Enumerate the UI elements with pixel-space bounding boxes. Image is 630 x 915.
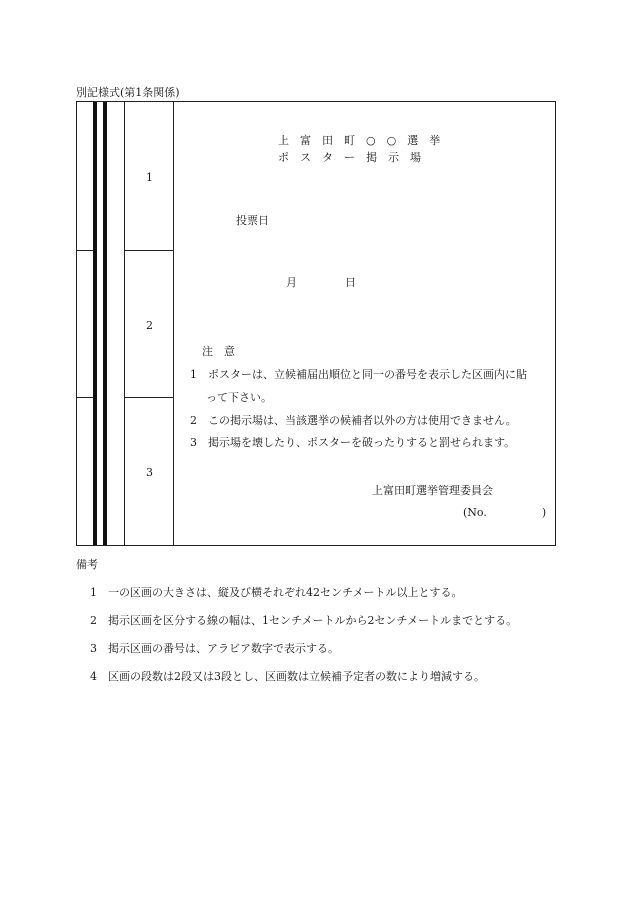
row-divider-2b bbox=[125, 397, 173, 398]
day-label: 日 bbox=[345, 276, 356, 289]
caution-item-1: 1 ポスターは、立候補届出順位と同一の番号を表示した区画内に貼 bbox=[190, 368, 527, 381]
caution-item-1-cont: って下さい。 bbox=[206, 391, 272, 404]
divider-thick-right bbox=[103, 102, 107, 545]
divider-thin bbox=[124, 102, 125, 545]
notes-heading: 備考 bbox=[76, 558, 98, 571]
caution-item-3: 3 掲示場を壊したり、ポスターを破ったりすると罰せられます。 bbox=[190, 436, 516, 449]
voting-day-label: 投票日 bbox=[236, 214, 269, 227]
form-title: 別記様式(第1条関係) bbox=[76, 86, 180, 99]
note-item-3: 3 掲示区画の番号は、アラビア数字で表示する。 bbox=[90, 642, 339, 655]
section-number-2: 2 bbox=[146, 319, 153, 332]
banner-line-2: ポ ス タ ー 掲 示 場 bbox=[278, 151, 421, 164]
poster-board bbox=[76, 101, 556, 546]
section-number-3: 3 bbox=[146, 466, 153, 479]
row-divider-1b bbox=[125, 250, 173, 251]
banner-line-1: 上 富 田 町 ○ ○ 選 挙 bbox=[278, 134, 441, 147]
number-label: (No. ) bbox=[463, 506, 547, 519]
note-item-4: 4 区画の段数は2段又は3段とし、区画数は立候補予定者の数により増減する。 bbox=[90, 670, 485, 683]
row-divider-2 bbox=[77, 397, 93, 398]
section-number-1: 1 bbox=[146, 171, 153, 184]
committee-name: 上富田町選挙管理委員会 bbox=[372, 484, 493, 497]
row-divider-1 bbox=[77, 250, 93, 251]
month-label: 月 bbox=[286, 276, 297, 289]
note-item-2: 2 掲示区画を区分する線の幅は、1センチメートルから2センチメートルまでとする。 bbox=[90, 614, 518, 627]
caution-item-2: 2 この掲示場は、当該選挙の候補者以外の方は使用できません。 bbox=[190, 414, 517, 427]
caution-heading: 注 意 bbox=[202, 345, 235, 358]
divider-thick-left bbox=[93, 102, 97, 545]
divider-panel bbox=[173, 102, 174, 545]
note-item-1: 1 一の区画の大きさは、縦及び横それぞれ42センチメートル以上とする。 bbox=[90, 586, 463, 599]
